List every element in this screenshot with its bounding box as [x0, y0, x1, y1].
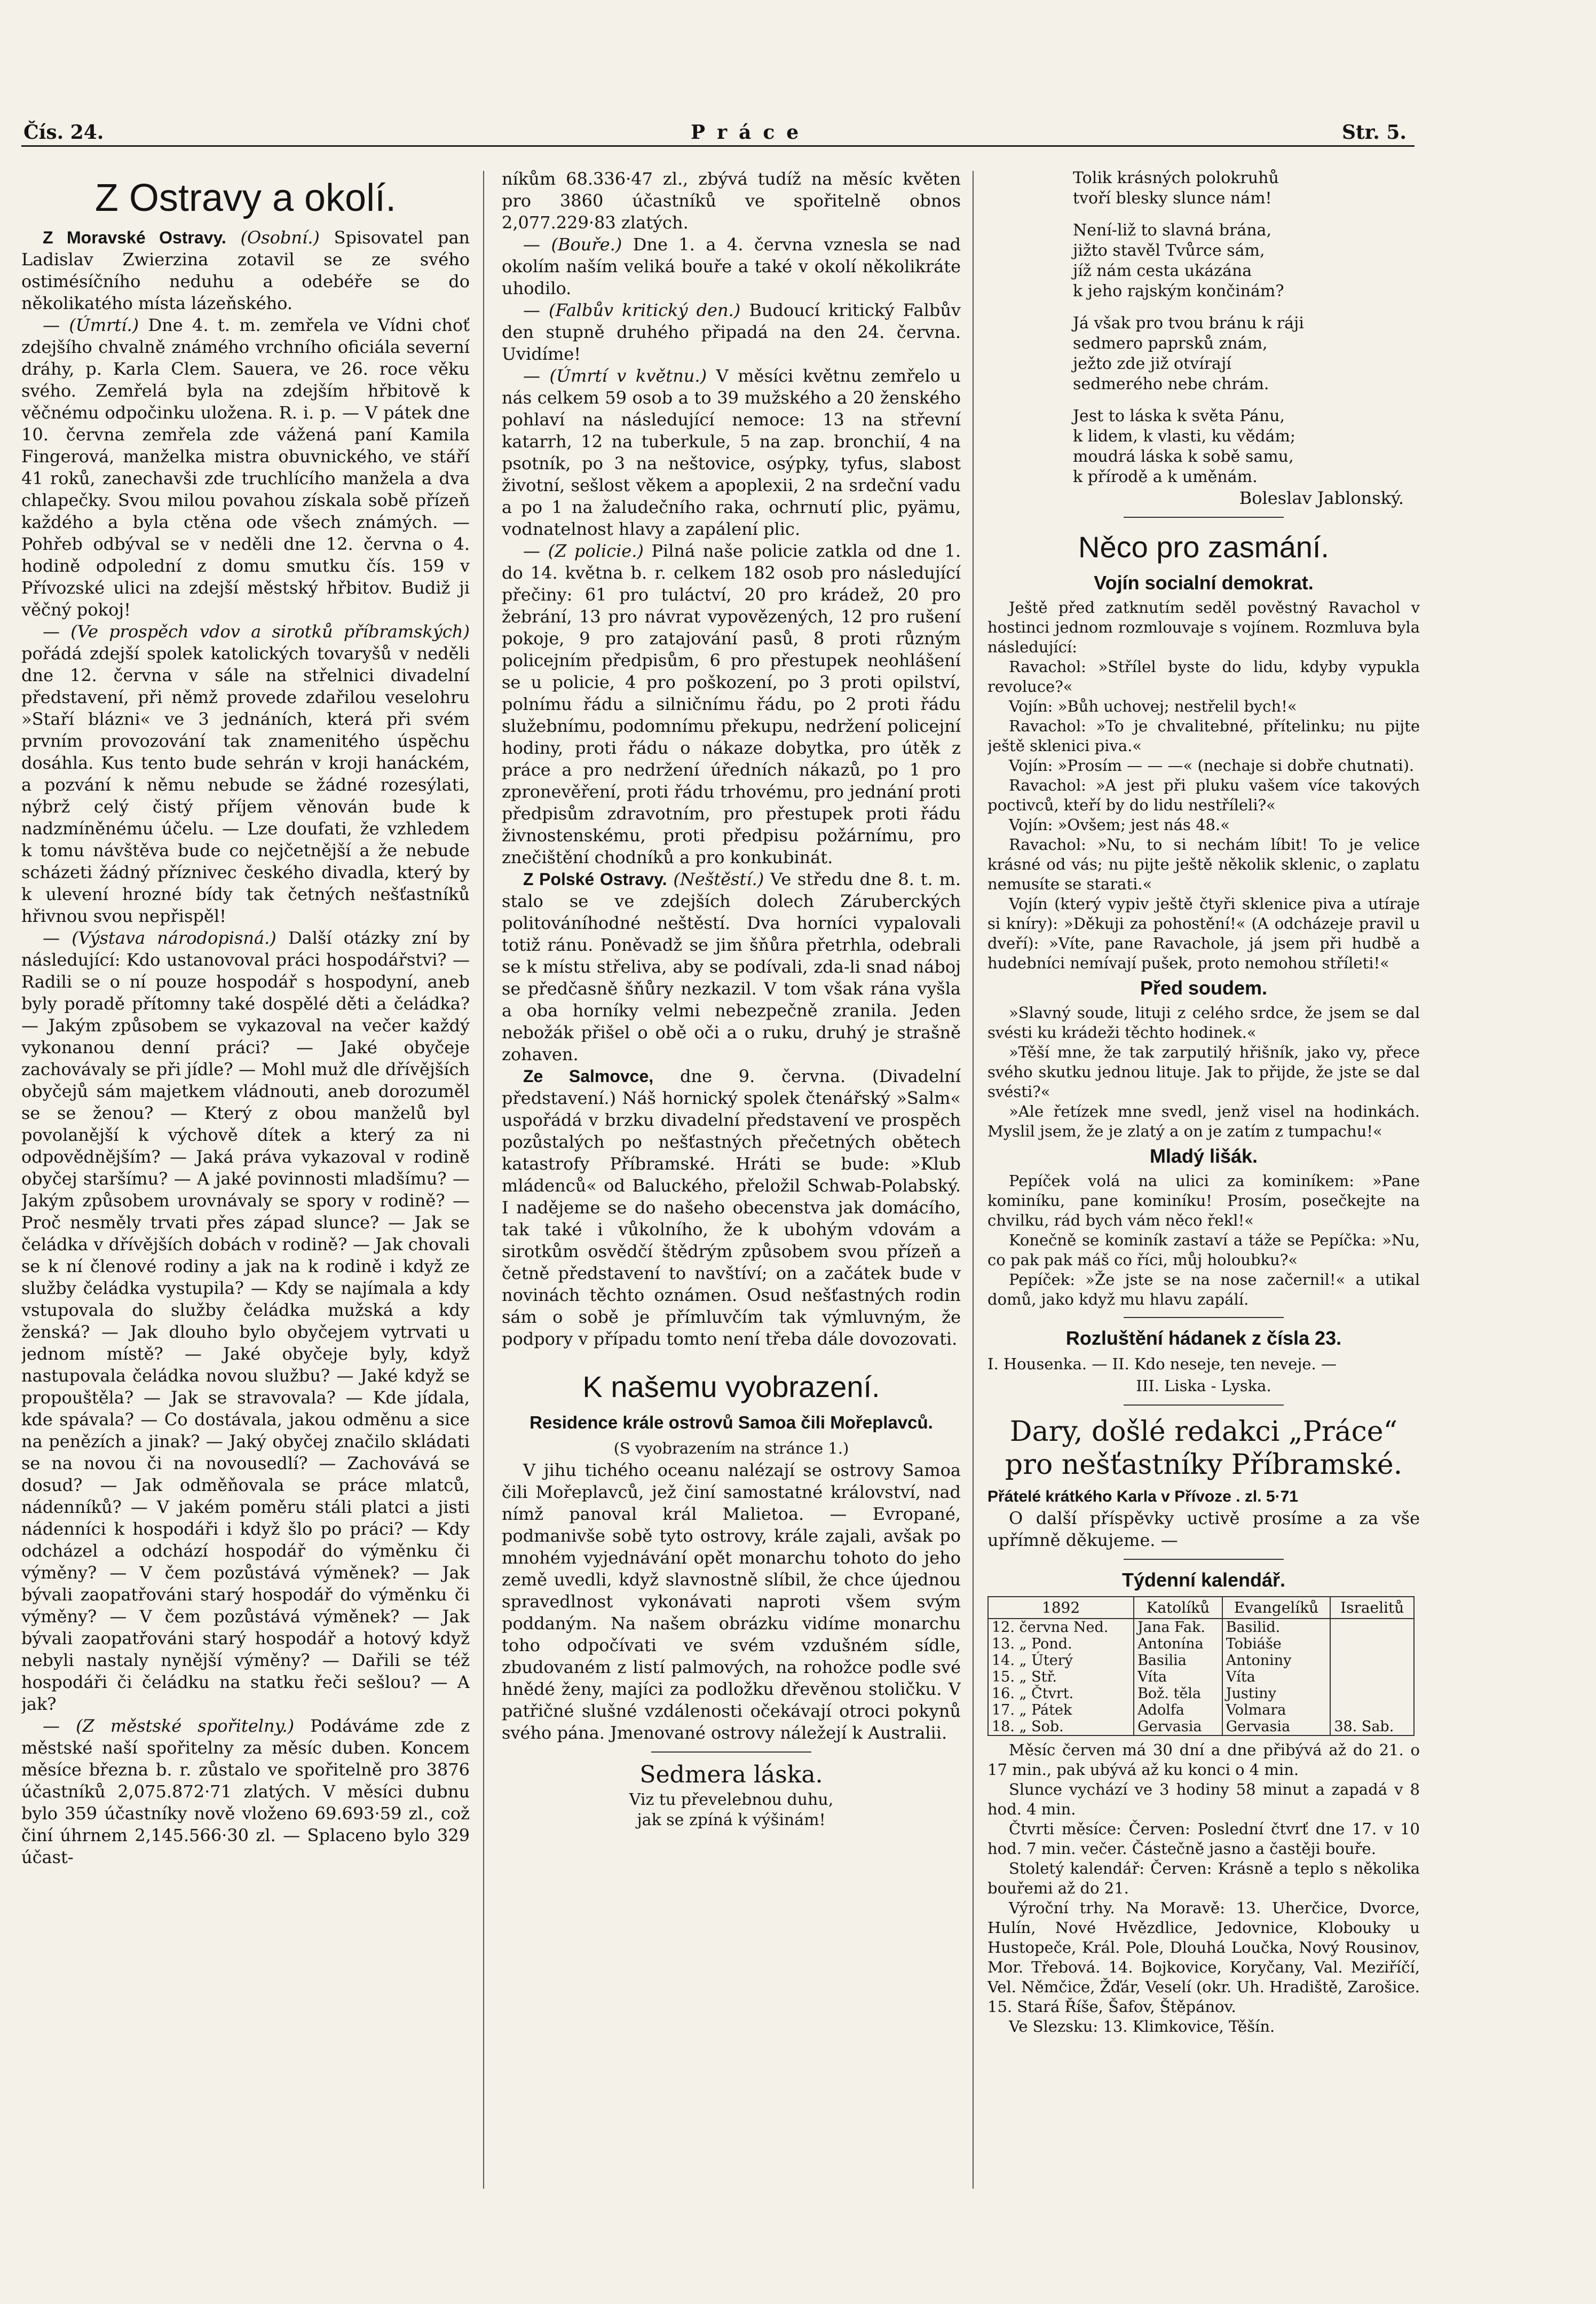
humor-subheading: Mladý lišák.: [1149, 1145, 1258, 1167]
illustration-note: (S vyobrazením na stránce 1.): [613, 1439, 849, 1457]
calendar-cell: Gervasia: [1134, 1718, 1222, 1735]
humor-text: [987, 1171, 1420, 1309]
poem-line: k přírodě a k uměnám.: [1073, 468, 1258, 486]
article-paragraph: [502, 168, 961, 234]
article-text: Budoucí kritický Falbův den stupně druhého připadá na den 24. června. Uvidíme!: [502, 300, 961, 364]
article-title: — (Z policie.): [523, 541, 644, 561]
calendar-cell: 14. „ Úterý: [988, 1652, 1134, 1669]
separator: [651, 1751, 811, 1753]
article-text: Pilná naše policie zatkla od dne 1. do 14. května b. r. celkem 182 osob pro následující přečiny: 61 pro tuláctví, 20 pro krádež, 20 pro žebrání, 13 pro návrat vypovězených, 12 pro rušení pokoje, 9 pro zatajování pasů, 8 proti různým policejním předpisům, 6 pro přestupek neohlášení se u policie, 4 pro poškození, po 3 proti opilství, polnímu řádu a silničnímu řádu, po 2 proti řádu služebnímu, podomnímu překupu, nedržení policejní hodiny, proti řádu o nákaze dobytka, pro útěk z práce a pro nedržení úředních nákazů, po 1 pro zpronevěření, proti řádu trhovému, pro jednání proti předpisům zdravotním, pro přestupek proti řádu živnostenskému, proti předpisu požárnímu, pro znečištění chodníků a pro konkubinát.: [502, 541, 961, 867]
article-paragraph: [502, 299, 961, 365]
article-place: Z Moravské Ostravy.: [43, 228, 226, 247]
article-place: Z Polské Ostravy.: [523, 870, 667, 889]
poem-line: tvoří blesky slunce nám!: [1073, 189, 1272, 208]
calendar-cell: [1330, 1652, 1414, 1669]
header-rule: [21, 145, 1415, 147]
calendar-cell: [1330, 1669, 1414, 1685]
calendar-cell: Antonína: [1134, 1636, 1222, 1652]
calendar-cell: Adolfa: [1134, 1702, 1222, 1718]
calendar-cell: 12. června Ned.: [988, 1619, 1134, 1636]
calendar-cell: Víta: [1134, 1669, 1222, 1685]
column-divider: [483, 171, 484, 2189]
section-heading: Z Ostravy a okolí.: [94, 177, 397, 219]
article-place: Ze Salmovce,: [523, 1067, 654, 1086]
humor-paragraph: Konečně se kominík zastaví a táže se Pepíčka: »Nu, co pak pak máš co říci, můj holoubku?«: [987, 1231, 1420, 1269]
article-paragraph: [502, 1066, 961, 1350]
article-text: Dne 1. a 4. června vznesla se nad okolím naším veliká bouře a také v okolí několikráte uhodilo.: [502, 234, 961, 298]
humor-paragraph: Vojín: »Prosím — — —« (nechaje si dobře chutnati).: [1009, 756, 1415, 775]
stanza-gap: [987, 209, 1420, 220]
article-paragraph: [21, 227, 470, 314]
donation-note: O další příspěvky uctivě prosíme a za vše upřímně děkujeme. —: [987, 1508, 1420, 1550]
article-title: — (Z městské spořitelny.): [43, 1716, 295, 1736]
calendar-cell: Tobiáše: [1222, 1636, 1331, 1652]
calendar-column-header: Israelitů: [1330, 1597, 1414, 1619]
article-paragraph: [502, 234, 961, 299]
issue-number: Čís. 24.: [23, 121, 104, 144]
article-paragraph: [502, 540, 961, 869]
article-title: — (Falbův kritický den.): [523, 300, 741, 320]
humor-paragraph: Pepíček: »Že jste se na nose začernil!« a utikal domů, jako když mu hlavu zapálí.: [987, 1271, 1420, 1308]
article-text: V měsíci květnu zemřelo u nás celkem 59 osob a to 39 mužského a 20 ženského pohlaví na následující nemoce: 13 na střevní katarrh, 12 na tuberkule, 5 na zap. bronchií, 4 na psotník, po 3 na neštovice, osýpky, tyfus, slabost životní, sešlost věkem a apoplexii, 2 na srdeční vadu a po 1 na žaludečního raka, ochrnutí plic, pyämu, vodnatelnost hlavy a zapálení plic.: [502, 366, 961, 539]
calendar-cell: Basilid.: [1222, 1619, 1331, 1636]
article-list: [502, 168, 961, 1350]
calendar-cell: 17. „ Pátek: [988, 1702, 1134, 1718]
article-paragraph: [21, 1715, 470, 1868]
calendar-cell: Gervasia: [1222, 1718, 1331, 1735]
poem-line: sedmero paprsků znám,: [1073, 334, 1268, 353]
calendar-column-header: Katolíků: [1134, 1597, 1222, 1619]
calendar-cell: [1330, 1619, 1414, 1636]
illustration-subheading: Residence krále ostrovů Samoa čili Mořeplavců.: [530, 1413, 933, 1432]
humor-heading: Něco pro zasmání.: [1078, 530, 1329, 564]
poem-title: Sedmera láska.: [639, 1761, 823, 1788]
humor-paragraph: Pepíček volá na ulici za kominíkem: »Pane kominíku, pane kominíku! Prosím, posečkejte na chvilku, rád bych vám něco řekl!«: [987, 1172, 1420, 1229]
humor-subheading: Vojín socialní demokrat.: [1094, 572, 1314, 594]
calendar-cell: Justiny: [1222, 1685, 1331, 1702]
column-left: [21, 168, 470, 2191]
humor-paragraph: Vojín (který vypiv ještě čtyři sklenice piva a utíraje si kníry): »Děkuji za pohostění!« (A odcházeje pravil u dveří): »Víte, pane Ravachole, já jsem při hudbě a hudebníci nemívají pušek, proto nemohou stříleti!«: [987, 895, 1420, 972]
calendar-row: [988, 1718, 1414, 1735]
article-paragraph: [21, 621, 470, 927]
poem-line: Já však pro tvou bránu k ráji: [1073, 314, 1304, 333]
humor-paragraph: Vojín: »Bůh uchovej; nestřelil bych!«: [1009, 697, 1297, 715]
humor-text: [987, 598, 1420, 973]
calendar-cell: [1330, 1636, 1414, 1652]
article-title: — (Bouře.): [523, 234, 622, 255]
calendar-note: Měsíc červen má 30 dní a dne přibývá až do 21. o 17 min., pak ubývá až ku konci o 4 min.: [987, 1741, 1420, 1779]
calendar-note: Stoletý kalendář: Červen: Krásně a teplo s několika bouřemi až do 21.: [987, 1859, 1420, 1897]
article-title: — (Úmrtí v květnu.): [523, 366, 707, 386]
poem-author: Boleslav Jablonský.: [1239, 488, 1404, 508]
article-paragraph: [21, 314, 470, 621]
column-middle: [502, 168, 961, 2191]
calendar-column-header: Evangelíků: [1222, 1597, 1331, 1619]
article-text: níkům 68.336·47 zl., zbývá tudíž na měsíc květen pro 3860 účastníků ve spořitelně obnos 2,077.229·83 zlatých.: [502, 169, 961, 233]
separator: [1124, 1559, 1284, 1560]
calendar-row: [988, 1685, 1414, 1702]
calendar-cell: Volmara: [1222, 1702, 1331, 1718]
article-text: Další otázky zní by následující: Kdo ustanovoval práci hospodářstvi? — Radili se o ní pouze hospodář s hospodyní, aneb byly poradě přítomny také dospělé děti a čeládka? — Jakým způsobem se vykazoval na večer každý vykonanou denní práci? — Jaké obyčeje zachovávaly se při jídle? — Mohl muž dle dřívějších obyčejů sám majetkem vládnouti, aneb dorozuměl se se ženou? — Který z obou manželů byl povolanější k výchově dítek a který za ni odpovědnějším? — Jaká práva vykazoval v rodině obyčej staršímu? — A jaké povinnosti mladšímu? — Jakým způsobem urovnávaly se spory v rodině? — Proč nesměly trvati přes západ slunce? — Jak se čeládka v dřívějších dobách v rodině? — Jak chovali se k ní členové rodiny a jak na k rodině i když ze služby čeládka vystupila? — Kdy se najímala a kdy vstupovala do služby čeládka mužská a kdy ženská? — Jak dlouho bylo obyčejem vytrvati u jednom místě? — Jaké obyčeje byly, když nastupovala čeládka novou službu? — Jaké když se propouštěla? — Jak se stravovala? — Kde jídala, kde spávala? — Co dostávala, jakou odměnu a sice na penězích a jinak? — Jaký obyčej značilo skládati se na novou či na novousedlí? — Zachovává se dosud? — Jak odměňovala se práce mlatců, nádenníků? — V jakém poměru stáli platci a jisti nádenníci k hospodáři i když šlo po práci? — Kdy odcházel a odchází hospodář do výměnku či výměny? — V čem pozůstává výměnek? — Jak bývali zaopatřováni starý hospodář do výměnku či výměny? — V čem pozůstává výměnek? — Jak bývali zaopatřováni starý hospodář a hotový když nebyli nastaly nynější výměny? — Dařili se též hospodáři či čeládku na statku řeči sešlou? — A jak?: [21, 928, 470, 1714]
article-title: — (Úmrtí.): [43, 315, 139, 335]
article-list: [21, 227, 470, 1868]
page-number: Str. 5.: [1342, 121, 1407, 144]
humor-paragraph: Ravachol: »To je chvalitebné, přítelinku; nu pijte ještě sklenici piva.«: [987, 717, 1420, 755]
calendar-column-header: 1892: [988, 1597, 1134, 1619]
calendar-cell: Basilia: [1134, 1652, 1222, 1669]
separator: [1124, 1405, 1284, 1406]
donations-heading: Dary, došlé redakci „Práce“ pro nešťastníky Příbramské.: [1005, 1416, 1403, 1481]
article-text: Dne 4. t. m. zemřela ve Vídni choť zdejšího chvalně známého vrchního oficiála severní dráhy, p. Karla Clem. Sauera, ve 26. roce věku svého. Zemřelá byla na zdejším hřbitově k věčnému odpočinku uložena. R. i. p. — V pátek dne 10. června zemřela zde vážená paní Kamila Fingerová, manželka mistra obuvnického, ve stáří 41 roků, zanechavši zde truchlícího manžela a dva chlapečky. Svou milou povahou získala sobě přízeň každého a byla ctěna ode všech známých. — Pohřeb odbýval se v neděli dne 12. června o 4. hodině odpolední z domu smutku čís. 159 v Přívozské ulici na zdejší městský hřbitov. Budiž ji věčný pokoj!: [21, 315, 470, 620]
article-text: Podáváme zde z městské naší spořitelny za měsíc duben. Koncem měsíce března b. r. zůstalo ve spořitelně pro 3876 účastníků 2,075.872·71 zlatých. V měsíci dubnu bylo 359 účastníky nově vloženo 69.693·59 zl., což činí úhrnem 2,145.566·30 zl. — Splaceno bylo 329 účast-: [21, 1716, 470, 1867]
calendar-row: [988, 1652, 1414, 1669]
calendar-cell: 16. „ Čtvrt.: [988, 1685, 1134, 1702]
poem-line: Viz tu převelebnou duhu,: [629, 1790, 834, 1809]
calendar-note: Slunce vychází ve 3 hodiny 58 minut a zapadá v 8 hod. 4 min.: [987, 1780, 1420, 1818]
humor-paragraph: Ravachol: »Nu, to si nechám líbit! To je velice krásné od vás; nu pijte ještě několik sklenic, o zaplatu nemusíte se starati.«: [987, 835, 1420, 893]
calendar-row: [988, 1619, 1414, 1636]
poem-line: moudrá láska k sobě samu,: [1073, 447, 1294, 466]
humor-paragraph: »Ale řetízek mne svedl, jenž visel na hodinkách. Myslil jsem, že je zlatý a on je zatím z tumpachu!«: [987, 1102, 1420, 1140]
poem-line: jak se zpíná k výšinám!: [637, 1811, 826, 1829]
calendar-cell: 13. „ Pond.: [988, 1636, 1134, 1652]
column-divider: [973, 171, 974, 2189]
stanza-gap: [987, 302, 1420, 313]
calendar-row: [988, 1702, 1414, 1718]
article-text: Ve středu dne 8. t. m. stalo se ve zdejších dolech Záruberckých politováníhodné neštěstí. Dva horníci vypalovali totiž ránu. Poněvadž se jim šňůra přetrhla, odebrali se k místu střeliva, aby se podívali, zda-li snad náboj se předčasně šňůry nezkazil. V tom však rána vyšla a oba horníky velmi nebezpečně zranila. Jeden nebožák přišel o obě oči a o ruku, druhý je strašně zohaven.: [502, 869, 961, 1064]
separator: [1124, 1317, 1284, 1318]
calendar-note: Výroční trhy. Na Moravě: 13. Uherčice, Dvorce, Hulín, Nové Hvězdlice, Jedovnice, Klobouky u Hustopeče, Král. Pole, Dlouhá Loučka, Nový Rousinov, Mor. Třebová. 14. Bojkovice, Koryčany, Val. Meziříčí, Vel. Němčice, Žďár, Veselí (okr. Uh. Hradiště, Zarošice. 15. Stará Říše, Šafov, Štěpánov.: [987, 1899, 1420, 2016]
article-paragraph: [21, 927, 470, 1715]
calendar-heading: Týdenní kalendář.: [1121, 1569, 1286, 1591]
calendar-cell: Víta: [1222, 1669, 1331, 1685]
article-title: (Osobní.): [226, 227, 320, 248]
separator: [1124, 517, 1284, 518]
poem-line: Není-liž to slavná brána,: [1073, 221, 1271, 240]
article-paragraph: [502, 869, 961, 1066]
calendar-cell: Bož. těla: [1134, 1685, 1222, 1702]
calendar-cell: 18. „ Sob.: [988, 1718, 1134, 1735]
poem-line: jíž nám cesta ukázána: [1073, 262, 1252, 280]
humor-paragraph: »Těší mne, že tak zarputilý hřišník, jako vy, přece svého skutku jednou lituje. Jak to přijde, že jste se dal svésti?«: [987, 1043, 1420, 1101]
calendar-table: [987, 1596, 1415, 1736]
calendar-cell: [1330, 1685, 1414, 1702]
poem-line: k lidem, k vlasti, ku vědám;: [1073, 427, 1296, 446]
calendar-cell: 38. Sab.: [1330, 1718, 1414, 1735]
humor-text: [987, 1003, 1420, 1141]
newspaper-title: Práce: [691, 121, 811, 144]
poem-line: ježto zde již otvírají: [1073, 354, 1231, 373]
humor-subheading: Před soudem.: [1140, 977, 1268, 999]
calendar-cell: 15. „ Stř.: [988, 1669, 1134, 1685]
calendar-row: [988, 1669, 1414, 1685]
calendar-cell: [1330, 1702, 1414, 1718]
article-paragraph: [502, 365, 961, 540]
article-title: — (Ve prospěch vdov a sirotků příbramských): [43, 621, 470, 642]
calendar-cell: Jana Fak.: [1134, 1619, 1222, 1636]
article-text: Spisovatel pan Ladislav Zwierzina zotavil se ze svého ostimésíčního neduhu a odebéře se do několikatého místa lázeňského.: [21, 227, 470, 313]
riddle-heading: Rozluštění hádanek z čísla 23.: [1065, 1327, 1342, 1349]
calendar-cell: Antoniny: [1222, 1652, 1331, 1669]
illustration-heading: K našemu vyobrazení.: [582, 1370, 880, 1403]
calendar-note: Ve Slezsku: 13. Klimkovice, Těšín.: [1009, 2017, 1275, 2035]
poem-line: Jest to láska k světa Pánu,: [1073, 407, 1285, 425]
calendar-row: [988, 1636, 1414, 1652]
article-text: pořádá zdejší spolek katolických tovaryšů v neděli dne 12. června v sále na střelnici divadelní představení, při němž provede zdařilou veselohru »Staří blázni« ve 3 jednáních, která při svém prvním provozování tak znamenitého úspěchu dosáhla. Kus tento bude sehrán v kroji hanáckém, a pozvání k němu nebude se žádné rozesýlati, nýbrž celý čistý příjem věnován bude k nadzmíněnému účelu. — Lze doufati, že vzhledem k tomu návštěva bude co nejčetnější a že nebude scházeti žádný příznivec českého divadla, který by k ulevení hrozné bídy tak četných nešťastníků hřivnou svou nepřispěl!: [21, 643, 470, 926]
column-right: [987, 168, 1420, 2191]
donation-line: Přátelé krátkého Karla v Přívoze . zl. 5·71: [987, 1488, 1298, 1505]
riddle-answer: I. Housenka. — II. Kdo neseje, ten neveje. —: [987, 1355, 1337, 1373]
illustration-text: V jihu tichého oceanu nalézají se ostrovy Samoa čili Mořeplavců, jež činí samostatné království, nad nímž panoval král Malietoa. — Evropané, podmanivše sobě tyto ostrovy, krále zajali, avšak po mnohém vyjednávání opět monarchu tohoto do jeho země uvedli, když slavnostně slíbil, že chce újednou spravedlnost vykonávati naproti všem svým poddaným. Na našem obrázku vidíme monarchu toho odpočívati ve svém vzdušném sídle, zbudovaném z listí palmových, na rohožce podle své hnědé ženy, majíci za podložku dřevěnou stoličku. V patřičné slušné vzdálenosti očekávají otroci pokynů svého pána. Jmenované ostrovy náležejí k Australii.: [502, 1460, 961, 1743]
poem: [987, 168, 1420, 487]
stanza-gap: [987, 394, 1420, 406]
poem-line: sedmerého nebe chrám.: [1073, 375, 1269, 393]
riddle-answer: III. Liska - Lyska.: [1136, 1377, 1271, 1395]
article-text: dne 9. června. (Divadelní představení.) Náš hornický spolek čtenářský »Salm« uspořádá v brzku divadelní představení ve prospěch pozůstalých po nešťastných přečetných obětech katastrofy Příbramské. Hráti se bude: »Klub mládenců« od Baluckého, přeložil Schwab-Polabský. I nadějeme se do našeho obecenstva jak domácího, tak také i vůkolního, že k ubohým vdovám a sirotkům osvědčí štědrým způsobem svou přízeň a četně představení to navštíví; on a začátek bude v novinách těchto oznámen. Osud nešťastných rodin sám o sobě je přímluvčím tak výmluvným, že podpory v případu tomto není třeba dále dovozovati.: [502, 1066, 961, 1349]
humor-paragraph: »Slavný soude, lituji z celého srdce, že jsem se dal svésti ku krádeži těchto hodinek.«: [987, 1004, 1420, 1041]
humor-paragraph: Vojín: »Ovšem; jest nás 48.«: [1009, 816, 1230, 834]
poem-line: Tolik krásných polokruhů: [1073, 169, 1279, 187]
humor-paragraph: Ravachol: »A jest při pluku vašem více takových poctivců, kteří by do lidu nestříleli?«: [987, 776, 1420, 814]
poem-line: jižto stavěl Tvůrce sám,: [1073, 241, 1265, 260]
article-title: — (Výstava národopisná.): [43, 928, 276, 948]
humor-paragraph: Ještě před zatknutím seděl pověstný Ravachol v hostinci jednom rozmlouvaje s vojínem. Rozmluva byla následující:: [987, 598, 1420, 656]
humor-paragraph: Ravachol: »Střílel byste do lidu, kdyby vypukla revoluce?«: [987, 658, 1420, 696]
poem-line: k jeho rajským končinám?: [1073, 282, 1284, 301]
calendar-notes: [987, 1740, 1420, 2037]
article-title: (Neštěstí.): [667, 869, 764, 889]
calendar-note: Čtvrti měsíce: Červen: Poslední čtvrť dne 17. v 10 hod. 7 min. večer. Částečně jasno a častěji bouře.: [987, 1820, 1420, 1858]
